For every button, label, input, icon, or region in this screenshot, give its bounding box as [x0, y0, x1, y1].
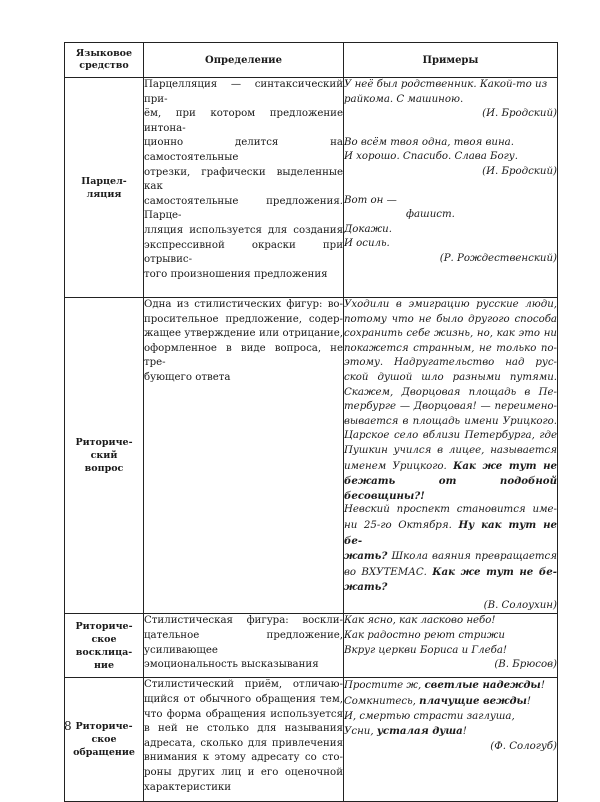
table-row: [65, 678, 558, 802]
definition-cell: Стилистическая фигура: воскли- цательное предложение, усиливающее эмоциональность высказывания: [144, 614, 344, 678]
table-row: [65, 614, 558, 678]
term-cell: Парцел- ляция: [65, 78, 144, 298]
definition-cell: Одна из стилистических фигур: во- просительное предложение, содер- жащее утверждение или отрицание, оформленное в виде вопроса, не тре- бующего ответа: [144, 298, 344, 614]
term-cell: Риториче- ское восклица- ние: [65, 614, 144, 678]
example-author: (Р. Рождественский): [439, 252, 557, 264]
definition-cell: Стилистический приём, отличаю- щийся от обычного обращения тем, что форма обращения используется в ней не столько для называния адресата, сколько для привлечения внимания к этому адресату со сто- роны других лиц и его оценочной характеристики: [144, 678, 344, 802]
example-author: (В. Брюсов): [494, 659, 557, 671]
example-author: (В. Солоухин): [483, 599, 557, 611]
examples-cell: У неё был родственник. Какой-то из райкома. С машиною. (И. Бродский) Во всём твоя одна, твоя вина. И хорошо. Спасибо. Слава Богу. (И. Бродский) Вот он — фашист. Докажи. И осиль. (Р. Рождественский): [344, 78, 558, 298]
table-row: [65, 78, 558, 298]
examples-cell: Простите ж, светлые надежды! Сомкнитесь, плачущие вежды! И, смертью страсти заглуша, Усни, усталая душа! (Ф. Сологуб): [344, 678, 558, 802]
stylistic-devices-table: [64, 42, 558, 802]
example-author: (И. Бродский): [482, 165, 557, 177]
header-definition: Определение: [144, 43, 344, 78]
table-header-row: [65, 43, 558, 78]
term-cell: Риториче- ское обращение: [65, 678, 144, 802]
page-number: 8: [64, 719, 72, 733]
examples-cell: Уходили в эмиграцию русские люди, потому что не было другого способа сохранить себе жизнь, но, как это ни покажется странным, не только по- этому. Надругательство над рус- ской душой шло разными путями. Скажем, Дворцовая площадь в Пе- тербурге — Дворцовая! — переимено- вывается в площадь имени Урицкого. Царское село вблизи Петербурга, где Пушкин учился в лицее, называется именем Урицкого. Как же тут не бежать от подобной бесовщины?! Невский проспект становится име- ни 25-го Октября. Ну как тут не бе- жать? Школа ваяния превращается во ВХУТЕМАС. Как же тут не бе- жать? (В. Солоухин): [344, 298, 558, 614]
example-author: (Ф. Сологуб): [490, 740, 557, 752]
term-cell: Риториче- ский вопрос: [65, 298, 144, 614]
header-examples: Примеры: [344, 43, 558, 78]
header-term: Языковое средство: [65, 43, 144, 78]
definition-cell: Парцелляция — синтаксический при- ём, при котором предложение интона- ционно делится на самостоятельные отрезки, графически выделенные как самостоятельные предложения. Парце- лляция используется для создания экспрессивной окраски при отрывис- того произношения предложения: [144, 78, 344, 298]
example-author: (И. Бродский): [482, 108, 557, 120]
table-row: [65, 298, 558, 614]
examples-cell: Как ясно, как ласково небо! Как радостно реют стрижи Вкруг церкви Бориса и Глеба! (В. Брюсов): [344, 614, 558, 678]
